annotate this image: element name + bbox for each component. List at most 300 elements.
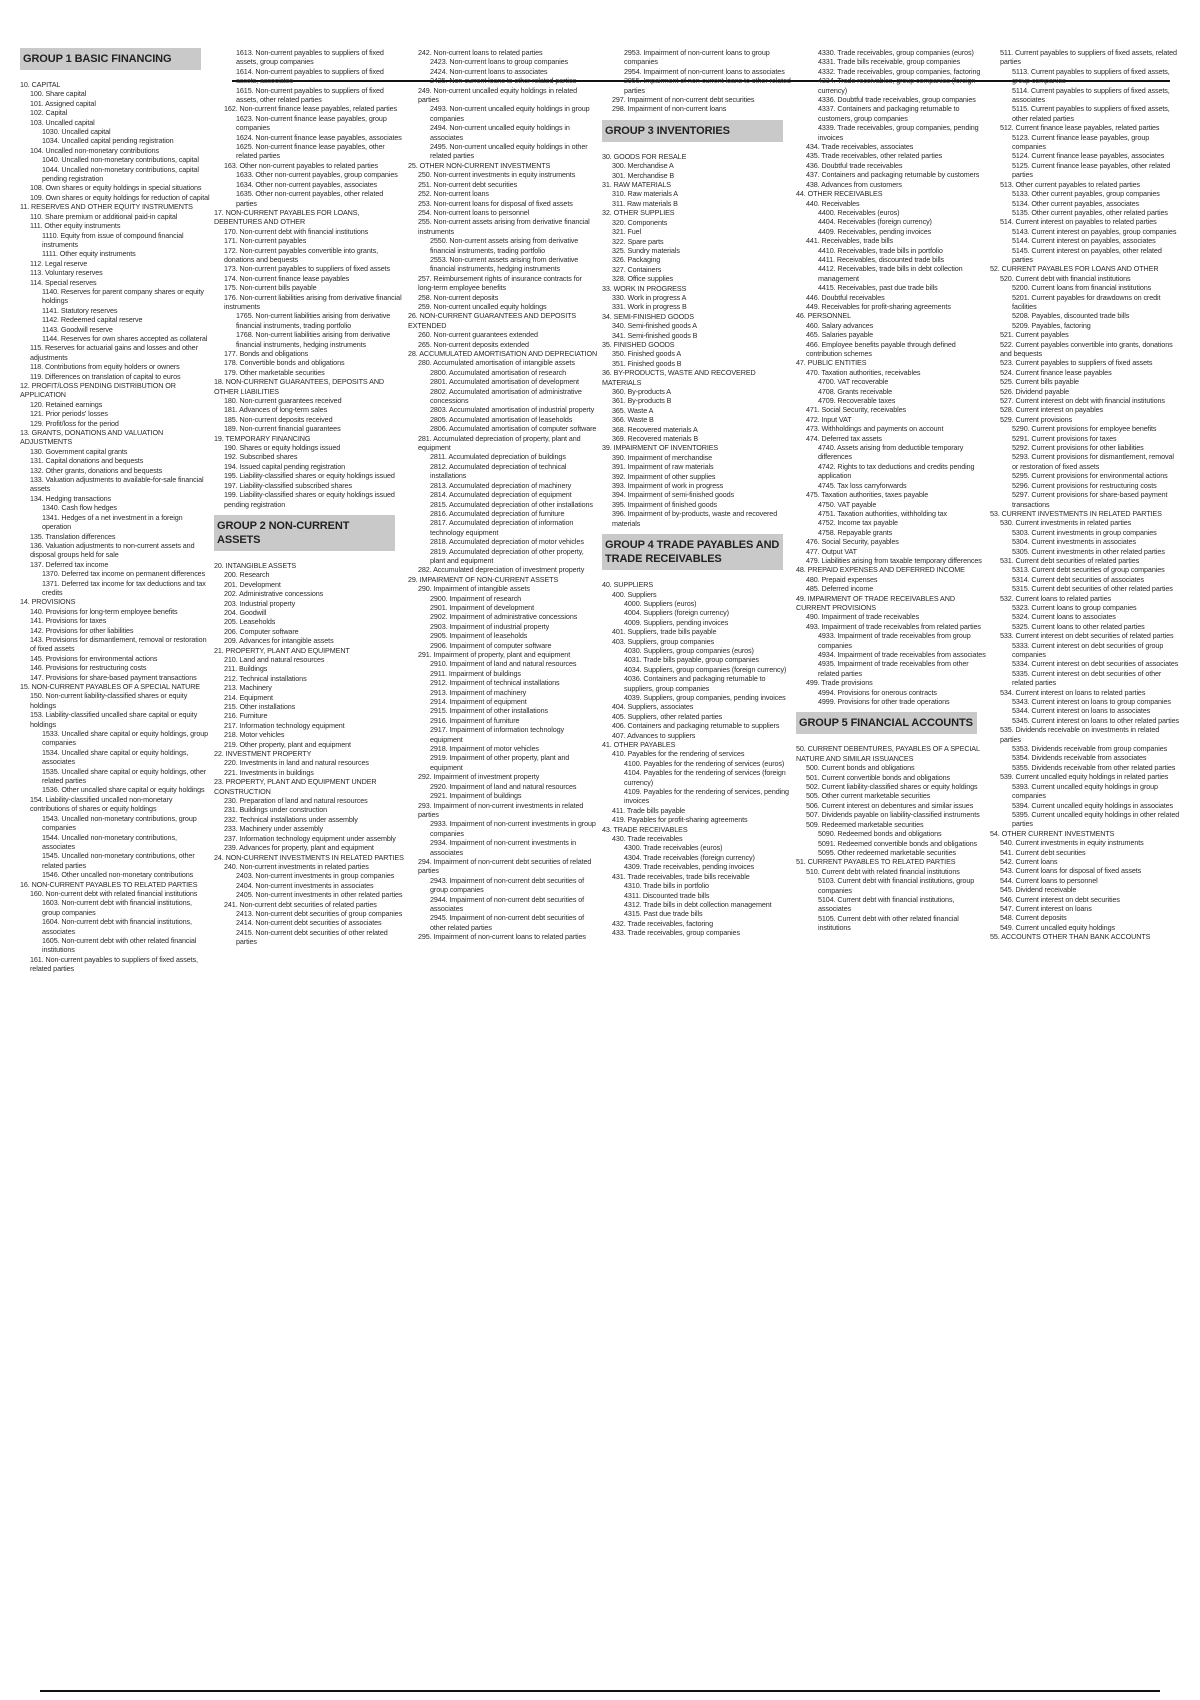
account-entry: 294. Impairment of non-current debt securities of related parties bbox=[418, 856, 592, 876]
account-entry: 529. Current provisions bbox=[1000, 414, 1073, 424]
account-entry: 5325. Current loans to other related parties bbox=[1012, 621, 1145, 631]
account-entry: 4708. Grants receivable bbox=[818, 386, 893, 396]
account-entry: 4031. Trade bills payable, group companies bbox=[624, 655, 759, 665]
account-entry: 2414. Non-current debt securities of associates bbox=[236, 918, 382, 928]
account-entry: 161. Non-current payables to suppliers of fixed assets, related parties bbox=[30, 954, 198, 974]
account-entry: 1535. Uncalled share capital or equity holdings, other related parties bbox=[42, 766, 207, 786]
account-entry: 403. Suppliers, group companies bbox=[612, 636, 714, 646]
account-entry: 197. Liability-classified subscribed shares bbox=[224, 480, 352, 490]
account-entry: 133. Valuation adjustments to available-for-sale financial assets bbox=[30, 475, 204, 494]
account-entry: 255. Non-current assets arising from derivative financial instruments bbox=[418, 217, 590, 236]
column-4 bbox=[602, 48, 792, 1658]
account-entry: 146. Provisions for restructuring costs bbox=[30, 663, 147, 673]
account-entry: 449. Receivables for profit-sharing agreements bbox=[806, 301, 951, 311]
account-entry: 5201. Current payables for drawdowns on credit facilities bbox=[1012, 292, 1161, 311]
account-entry: 1536. Other uncalled share capital or equity holdings bbox=[42, 785, 205, 795]
account-entry: 192. Subscribed shares bbox=[224, 452, 298, 462]
account-entry: 2415. Non-current debt securities of other related parties bbox=[236, 927, 388, 947]
account-entry: 500. Current bonds and obligations bbox=[806, 763, 915, 773]
account-entry: 528. Current interest on payables bbox=[1000, 405, 1103, 415]
account-entry: 328. Office supplies bbox=[612, 274, 673, 284]
account-entry: 472. Input VAT bbox=[806, 414, 852, 424]
account-entry: 5290. Current provisions for employee benefits bbox=[1012, 424, 1157, 434]
account-entry: 2915. Impairment of other installations bbox=[430, 706, 548, 716]
account-entry: 4999. Provisions for other trade operations bbox=[818, 697, 950, 707]
account-entry: 5090. Redeemed bonds and obligations bbox=[818, 829, 942, 839]
account-entry: 4334. Trade receivables, group companies (foreign currency) bbox=[818, 76, 976, 95]
account-entry: 368. Recovered materials A bbox=[612, 424, 698, 434]
account-entry: 214. Equipment bbox=[224, 692, 273, 702]
account-subgroup: 28. ACCUMULATED AMORTISATION AND DEPRECIATION bbox=[408, 349, 598, 358]
account-entry: 525. Current bills payable bbox=[1000, 377, 1079, 387]
account-entry: 2913. Impairment of machinery bbox=[430, 687, 527, 697]
account-entry: 203. Industrial property bbox=[224, 598, 296, 608]
account-entry: 2900. Impairment of research bbox=[430, 593, 522, 603]
account-subgroup: 19. TEMPORARY FINANCING bbox=[214, 433, 311, 443]
account-subgroup: 12. PROFIT/LOSS PENDING DISTRIBUTION OR APPLICATION bbox=[20, 381, 176, 400]
account-subgroup: 34. SEMI-FINISHED GOODS bbox=[602, 311, 694, 321]
account-entry: 242. Non-current loans to related parties bbox=[418, 48, 543, 57]
account-entry: 179. Other marketable securities bbox=[224, 367, 325, 377]
account-entry: 2817. Accumulated depreciation of information technology equipment bbox=[430, 518, 574, 537]
account-subgroup: 17. NON-CURRENT PAYABLES FOR LOANS, DEBENTURES AND OTHER bbox=[214, 207, 360, 227]
account-entry: 4331. Trade bills receivable, group companies bbox=[818, 57, 961, 67]
account-entry: 2816. Accumulated depreciation of furniture bbox=[430, 508, 565, 518]
account-entry: 5123. Current finance lease payables, group companies bbox=[1012, 132, 1150, 152]
account-entry: 1040. Uncalled non-monetary contributions, capital bbox=[42, 155, 199, 165]
account-entry: 218. Motor vehicles bbox=[224, 730, 285, 740]
account-entry: 5114. Current payables to suppliers of fixed assets, associates bbox=[1012, 85, 1170, 105]
account-entry: 2802. Accumulated amortisation of administrative concessions bbox=[430, 386, 582, 406]
account-entry: 291. Impairment of property, plant and equipment bbox=[418, 650, 571, 659]
account-entry: 2813. Accumulated depreciation of machinery bbox=[430, 480, 572, 490]
account-entry: 4933. Impairment of trade receivables from group companies bbox=[818, 631, 971, 650]
account-entry: 141. Provisions for taxes bbox=[30, 616, 107, 626]
account-entry: 5113. Current payables to suppliers of fixed assets, group companies bbox=[1012, 66, 1170, 86]
account-entry: 393. Impairment of work in progress bbox=[612, 481, 724, 491]
account-entry: 485. Deferred income bbox=[806, 584, 874, 594]
account-entry: 437. Containers and packaging returnable by customers bbox=[806, 170, 980, 180]
account-entry: 5125. Current finance lease payables, other related parties bbox=[1012, 160, 1171, 180]
account-entry: 509. Redeemed marketable securities bbox=[806, 819, 924, 829]
account-entry: 140. Provisions for long-term employee benefits bbox=[30, 606, 178, 616]
account-entry: 1543. Uncalled non-monetary contributions, group companies bbox=[42, 813, 197, 833]
account-subgroup: 21. PROPERTY, PLANT AND EQUIPMENT bbox=[214, 645, 350, 655]
account-entry: 1635. Other non-current payables, other related parties bbox=[236, 189, 384, 208]
account-entry: 113. Voluntary reserves bbox=[30, 268, 103, 278]
account-subgroup: 50. CURRENT DEBENTURES, PAYABLES OF A SPECIAL NATURE AND SIMILAR ISSUANCES bbox=[796, 744, 980, 763]
account-entry: 1371. Deferred tax income for tax deductions and tax credits bbox=[42, 578, 206, 597]
account-entry: 230. Preparation of land and natural resources bbox=[224, 796, 368, 806]
account-entry: 326. Packaging bbox=[612, 255, 661, 265]
account-entry: 1765. Non-current liabilities arising from derivative financial instruments, trading portfolio bbox=[236, 311, 391, 330]
account-entry: 4100. Payables for the rendering of services (euros) bbox=[624, 758, 785, 768]
account-entry: 5343. Current interest on loans to group companies bbox=[1012, 697, 1171, 707]
account-entry: 4404. Receivables (foreign currency) bbox=[818, 217, 932, 227]
account-entry: 110. Share premium or additional paid-in capital bbox=[30, 211, 178, 221]
account-entry: 1141. Statutory reserves bbox=[42, 305, 118, 315]
account-entry: 5144. Current interest on payables, associates bbox=[1012, 236, 1156, 246]
account-entry: 5134. Other current payables, associates bbox=[1012, 198, 1140, 208]
account-entry: 1624. Non-current finance lease payables, associates bbox=[236, 132, 402, 142]
account-entry: 549. Current uncalled equity holdings bbox=[1000, 922, 1115, 932]
account-entry: 301. Merchandise B bbox=[612, 170, 675, 180]
account-entry: 1614. Non-current payables to suppliers of fixed assets, associates bbox=[236, 66, 384, 86]
account-subgroup: 10. CAPITAL bbox=[20, 80, 61, 89]
account-entry: 1615. Non-current payables to suppliers of fixed assets, other related parties bbox=[236, 85, 384, 105]
account-entry: 150. Non-current liability-classified shares or equity holdings bbox=[30, 691, 188, 710]
account-entry: 435. Trade receivables, other related parties bbox=[806, 151, 943, 161]
account-entry: 350. Finished goods A bbox=[612, 349, 682, 359]
account-entry: 1030. Uncalled capital bbox=[42, 127, 111, 137]
account-entry: 4330. Trade receivables, group companies (euros) bbox=[818, 48, 974, 57]
account-entry: 4709. Recoverable taxes bbox=[818, 396, 896, 406]
group-heading: GROUP 1 BASIC FINANCING bbox=[20, 48, 201, 70]
account-entry: 1370. Deferred tax income on permanent differences bbox=[42, 569, 206, 579]
account-entry: 204. Goodwill bbox=[224, 607, 267, 617]
account-entry: 211. Buildings bbox=[224, 664, 268, 674]
account-entry: 396. Impairment of by-products, waste and recovered materials bbox=[612, 509, 778, 528]
account-entry: 153. Liability-classified uncalled share capital or equity holdings bbox=[30, 710, 198, 729]
account-entry: 4752. Income tax payable bbox=[818, 518, 898, 528]
account-entry: 4400. Receivables (euros) bbox=[818, 207, 900, 217]
account-entry: 401. Suppliers, trade bills payable bbox=[612, 627, 717, 637]
account-subgroup: 47. PUBLIC ENTITIES bbox=[796, 358, 867, 368]
account-entry: 2815. Accumulated depreciation of other installations bbox=[430, 499, 593, 509]
account-entry: 2425. Non-current loans to other related parties bbox=[430, 76, 577, 86]
account-entry: 108. Own shares or equity holdings in special situations bbox=[30, 183, 202, 193]
account-entry: 199. Liability-classified shares or equity holdings issued pending registration bbox=[224, 490, 395, 509]
account-entry: 185. Non-current deposits received bbox=[224, 414, 333, 424]
account-entry: 209. Advances for intangible assets bbox=[224, 636, 334, 646]
account-entry: 1111. Other equity instruments bbox=[42, 249, 136, 259]
account-entry: 5103. Current debt with financial institutions, group companies bbox=[818, 876, 975, 895]
account-entry: 292. Impairment of investment property bbox=[418, 772, 540, 782]
account-entry: 5314. Current debt securities of associates bbox=[1012, 574, 1144, 584]
account-entry: 205. Leaseholds bbox=[224, 617, 276, 627]
account-entry: 361. By-products B bbox=[612, 396, 672, 406]
account-entry: 543. Current loans for disposal of fixed assets bbox=[1000, 866, 1142, 876]
account-entry: 310. Raw materials A bbox=[612, 189, 678, 199]
account-entry: 369. Recovered materials B bbox=[612, 434, 699, 444]
account-entry: 202. Administrative concessions bbox=[224, 589, 324, 599]
account-entry: 121. Prior periods' losses bbox=[30, 409, 108, 419]
account-entry: 2919. Impairment of other property, plant and equipment bbox=[430, 753, 570, 772]
account-entry: 4742. Rights to tax deductions and credits pending application bbox=[818, 461, 975, 481]
account-entry: 330. Work in progress A bbox=[612, 292, 687, 302]
account-entry: 405. Suppliers, other related parties bbox=[612, 711, 723, 721]
account-entry: 465. Salaries payable bbox=[806, 330, 874, 340]
account-entry: 341. Semi-finished goods B bbox=[612, 330, 698, 340]
account-entry: 4009. Suppliers, pending invoices bbox=[624, 617, 729, 627]
account-subgroup: 11. RESERVES AND OTHER EQUITY INSTRUMENTS bbox=[20, 202, 193, 212]
account-entry: 466. Employee benefits payable through defined contribution schemes bbox=[806, 339, 956, 358]
account-entry: 404. Suppliers, associates bbox=[612, 702, 694, 712]
account-entry: 5133. Other current payables, group companies bbox=[1012, 189, 1160, 199]
account-entry: 2423. Non-current loans to group companies bbox=[430, 57, 569, 67]
account-entry: 280. Accumulated amortisation of intangible assets bbox=[418, 358, 575, 368]
account-entry: 430. Trade receivables bbox=[612, 834, 683, 844]
account-entry: 4411. Receivables, discounted trade bills bbox=[818, 254, 945, 264]
account-entry: 4339. Trade receivables, group companies, pending invoices bbox=[818, 123, 979, 142]
account-entry: 1110. Equity from issue of compound financial instruments bbox=[42, 230, 184, 249]
account-entry: 252. Non-current loans bbox=[418, 189, 489, 199]
account-subgroup: 14. PROVISIONS bbox=[20, 597, 76, 607]
account-entry: 4336. Doubtful trade receivables, group companies bbox=[818, 95, 976, 105]
account-entry: 4410. Receivables, trade bills in portfolio bbox=[818, 245, 943, 255]
account-entry: 2955. Impairment of non-current loans to other related parties bbox=[624, 76, 791, 95]
account-entry: 114. Special reserves bbox=[30, 277, 97, 287]
account-subgroup: 33. WORK IN PROGRESS bbox=[602, 283, 687, 293]
account-entry: 175. Non-current bills payable bbox=[224, 283, 317, 293]
account-subgroup: 35. FINISHED GOODS bbox=[602, 339, 675, 349]
account-entry: 4034. Suppliers, group companies (foreign currency) bbox=[624, 664, 787, 674]
account-entry: 511. Current payables to suppliers of fixed assets, related parties bbox=[1000, 48, 1177, 67]
account-entry: 134. Hedging transactions bbox=[30, 493, 112, 503]
account-entry: 233. Machinery under assembly bbox=[224, 824, 323, 834]
account-entry: 490. Impairment of trade receivables bbox=[806, 612, 920, 622]
account-entry: 5304. Current investments in associates bbox=[1012, 537, 1136, 547]
account-entry: 195. Liability-classified shares or equity holdings issued bbox=[224, 471, 395, 481]
group-heading: GROUP 2 NON-CURRENT ASSETS bbox=[214, 515, 395, 551]
account-entry: 351. Finished goods B bbox=[612, 358, 682, 368]
account-entry: 145. Provisions for environmental actions bbox=[30, 653, 158, 663]
account-entry: 1605. Non-current debt with other related financial institutions bbox=[42, 935, 197, 955]
account-entry: 2933. Impairment of non-current investments in group companies bbox=[430, 819, 596, 838]
account-entry: 2912. Impairment of technical installations bbox=[430, 678, 560, 688]
account-entry: 210. Land and natural resources bbox=[224, 654, 325, 664]
account-entry: 154. Liability-classified uncalled non-monetary contributions of shares or equity holdings bbox=[30, 794, 173, 814]
account-entry: 394. Impairment of semi-finished goods bbox=[612, 490, 735, 500]
account-entry: 360. By-products A bbox=[612, 387, 671, 396]
account-entry: 2814. Accumulated depreciation of equipment bbox=[430, 490, 572, 500]
account-entry: 120. Retained earnings bbox=[30, 399, 103, 409]
account-entry: 411. Trade bills payable bbox=[612, 805, 685, 815]
account-entry: 1613. Non-current payables to suppliers of fixed assets, group companies bbox=[236, 48, 384, 67]
account-entry: 4994. Provisions for onerous contracts bbox=[818, 687, 937, 697]
account-entry: 4312. Trade bills in debt collection management bbox=[624, 899, 772, 909]
account-subgroup: 52. CURRENT PAYABLES FOR LOANS AND OTHER bbox=[990, 264, 1159, 274]
account-entry: 112. Legal reserve bbox=[30, 258, 88, 268]
account-entry: 471. Social Security, receivables bbox=[806, 405, 907, 415]
account-entry: 2945. Impairment of non-current debt securities of other related parties bbox=[430, 913, 585, 932]
account-subgroup: 55. ACCOUNTS OTHER THAN BANK ACCOUNTS bbox=[990, 932, 1151, 942]
account-entry: 390. Impairment of merchandise bbox=[612, 452, 713, 462]
account-entry: 392. Impairment of other supplies bbox=[612, 471, 716, 481]
account-entry: 241. Non-current debt securities of related parties bbox=[224, 899, 377, 909]
account-entry: 4934. Impairment of trade receivables from associates bbox=[818, 650, 986, 659]
account-entry: 172. Non-current payables convertible into grants, donations and bequests bbox=[224, 245, 379, 264]
account-entry: 5353. Dividends receivable from group companies bbox=[1012, 744, 1168, 754]
account-entry: 4104. Payables for the rendering of services (foreign currency) bbox=[624, 768, 786, 787]
account-entry: 532. Current loans to related parties bbox=[1000, 593, 1111, 603]
account-entry: 431. Trade receivables, trade bills receivable bbox=[612, 871, 750, 881]
account-entry: 220. Investments in land and natural resources bbox=[224, 758, 369, 768]
account-entry: 5394. Current uncalled equity holdings in associates bbox=[1012, 800, 1174, 810]
account-entry: 391. Impairment of raw materials bbox=[612, 462, 714, 472]
account-entry: 178. Convertible bonds and obligations bbox=[224, 358, 345, 368]
account-entry: 101. Assigned capital bbox=[30, 98, 96, 108]
account-entry: 5305. Current investments in other related parties bbox=[1012, 546, 1165, 556]
account-entry: 298. Impairment of non-current loans bbox=[612, 104, 727, 114]
account-entry: 2819. Accumulated depreciation of other property, plant and equipment bbox=[430, 546, 584, 565]
account-subgroup: 53. CURRENT INVESTMENTS IN RELATED PARTIES bbox=[990, 508, 1162, 518]
account-entry: 104. Uncalled non-monetary contributions bbox=[30, 145, 160, 155]
account-entry: 118. Contributions from equity holders or owners bbox=[30, 362, 180, 372]
account-entry: 1634. Other non-current payables, associates bbox=[236, 179, 378, 189]
account-entry: 5105. Current debt with other related financial institutions bbox=[818, 913, 959, 933]
group-heading: GROUP 5 FINANCIAL ACCOUNTS bbox=[796, 712, 977, 734]
account-entry: 5345. Current interest on loans to other related parties bbox=[1012, 715, 1180, 725]
account-entry: 5313. Current debt securities of group companies bbox=[1012, 565, 1165, 575]
account-subgroup: 46. PERSONNEL bbox=[796, 311, 852, 321]
account-entry: 2944. Impairment of non-current debt securities of associates bbox=[430, 894, 585, 913]
account-entry: 2413. Non-current debt securities of group companies bbox=[236, 908, 403, 918]
account-entry: 253. Non-current loans for disposal of fixed assets bbox=[418, 198, 573, 208]
account-entry: 2800. Accumulated amortisation of research bbox=[430, 367, 567, 377]
account-entry: 4700. VAT recoverable bbox=[818, 377, 889, 387]
account-subgroup: 31. RAW MATERIALS bbox=[602, 180, 671, 190]
account-entry: 297. Impairment of non-current debt securities bbox=[612, 95, 755, 105]
account-entry: 5335. Current interest on debt securities of other related parties bbox=[1012, 668, 1162, 688]
account-entry: 231. Buildings under construction bbox=[224, 805, 327, 815]
account-entry: 1144. Reserves for own shares accepted as collateral bbox=[42, 333, 208, 343]
account-entry: 1625. Non-current finance lease payables, other related parties bbox=[236, 142, 385, 161]
account-entry: 4000. Suppliers (euros) bbox=[624, 598, 697, 608]
account-entry: 4337. Containers and packaging returnable to customers, group companies bbox=[818, 104, 960, 123]
account-entry: 5324. Current loans to associates bbox=[1012, 612, 1116, 622]
account-entry: 2953. Impairment of non-current loans to group companies bbox=[624, 48, 770, 67]
account-entry: 510. Current debt with related financial institutions bbox=[806, 866, 960, 876]
account-entry: 2906. Impairment of computer software bbox=[430, 640, 552, 650]
account-entry: 531. Current debt securities of related parties bbox=[1000, 555, 1140, 565]
account-entry: 4758. Repayable grants bbox=[818, 527, 893, 537]
account-entry: 407. Advances to suppliers bbox=[612, 730, 696, 740]
account-entry: 311. Raw materials B bbox=[612, 198, 678, 208]
column-3 bbox=[408, 48, 598, 1658]
account-entry: 322. Spare parts bbox=[612, 236, 664, 246]
account-entry: 501. Current convertible bonds and obligations bbox=[806, 772, 951, 782]
account-entry: 237. Information technology equipment under assembly bbox=[224, 833, 396, 843]
account-entry: 513. Other current payables to related parties bbox=[1000, 179, 1141, 189]
account-entry: 540. Current investments in equity instruments bbox=[1000, 838, 1144, 848]
account-entry: 2404. Non-current investments in associates bbox=[236, 880, 374, 890]
account-entry: 547. Current interest on loans bbox=[1000, 903, 1092, 913]
account-entry: 4750. VAT payable bbox=[818, 499, 877, 509]
account-entry: 180. Non-current guarantees received bbox=[224, 396, 342, 406]
account-entry: 2917. Impairment of information technology equipment bbox=[430, 725, 565, 744]
group-heading: GROUP 4 TRADE PAYABLES AND TRADE RECEIVABLES bbox=[602, 534, 783, 570]
account-entry: 147. Provisions for share-based payment transactions bbox=[30, 672, 197, 682]
account-entry: 320. Components bbox=[612, 217, 668, 227]
account-entry: 522. Current payables convertible into grants, donations and bequests bbox=[1000, 339, 1173, 358]
account-entry: 4740. Assets arising from deductible temporary differences bbox=[818, 443, 964, 462]
account-entry: 260. Non-current guarantees extended bbox=[418, 330, 538, 340]
account-entry: 5303. Current investments in group companies bbox=[1012, 527, 1157, 537]
account-entry: 163. Other non-current payables to related parties bbox=[224, 160, 379, 170]
account-entry: 1603. Non-current debt with financial institutions, group companies bbox=[42, 898, 192, 917]
account-entry: 539. Current uncalled equity holdings in related parties bbox=[1000, 772, 1169, 782]
account-entry: 4412. Receivables, trade bills in debt collection management bbox=[818, 264, 963, 283]
account-entry: 290. Impairment of intangible assets bbox=[418, 584, 530, 594]
account-entry: 1340. Cash flow hedges bbox=[42, 503, 117, 513]
account-entry: 2801. Accumulated amortisation of development bbox=[430, 377, 579, 387]
account-entry: 2493. Non-current uncalled equity holdings in group companies bbox=[430, 104, 590, 123]
account-entry: 1140. Reserves for parent company shares or equity holdings bbox=[42, 286, 204, 306]
account-entry: 2806. Accumulated amortisation of computer software bbox=[430, 424, 597, 434]
account-entry: 250. Non-current investments in equity instruments bbox=[418, 170, 576, 180]
account-entry: 5104. Current debt with financial institutions, associates bbox=[818, 894, 955, 914]
account-entry: 219. Other property, plant and equipment bbox=[224, 739, 351, 749]
account-entry: 2550. Non-current assets arising from derivative financial instruments, trading portfolio bbox=[430, 236, 579, 255]
account-entry: 4030. Suppliers, group companies (euros) bbox=[624, 645, 754, 655]
account-entry: 4745. Tax loss carryforwards bbox=[818, 480, 907, 490]
account-entry: 395. Impairment of finished goods bbox=[612, 499, 717, 509]
account-subgroup: 22. INVESTMENT PROPERTY bbox=[214, 749, 312, 759]
account-entry: 201. Development bbox=[224, 579, 281, 589]
account-entry: 281. Accumulated depreciation of property, plant and equipment bbox=[418, 433, 581, 453]
account-entry: 502. Current liability-classified shares or equity holdings bbox=[806, 782, 978, 792]
account-entry: 340. Semi-finished goods A bbox=[612, 321, 697, 331]
account-subgroup: 43. TRADE RECEIVABLES bbox=[602, 824, 688, 834]
account-entry: 5355. Dividends receivable from other related parties bbox=[1012, 762, 1176, 772]
account-entry: 2811. Accumulated depreciation of buildings bbox=[430, 452, 566, 462]
account-entry: 194. Issued capital pending registration bbox=[224, 461, 346, 471]
account-entry: 548. Current deposits bbox=[1000, 913, 1067, 923]
account-entry: 470. Taxation authorities, receivables bbox=[806, 367, 921, 377]
account-entry: 142. Provisions for other liabilities bbox=[30, 625, 134, 635]
account-entry: 476. Social Security, payables bbox=[806, 537, 899, 547]
account-subgroup: 24. NON-CURRENT INVESTMENTS IN RELATED PARTIES bbox=[214, 852, 404, 862]
account-entry: 102. Capital bbox=[30, 108, 68, 118]
account-entry: 213. Machinery bbox=[224, 683, 272, 693]
account-entry: 254. Non-current loans to personnel bbox=[418, 207, 530, 217]
account-entry: 162. Non-current finance lease payables, related parties bbox=[224, 104, 397, 114]
account-entry: 2916. Impairment of furniture bbox=[430, 715, 520, 725]
account-entry: 327. Containers bbox=[612, 264, 662, 274]
account-entry: 546. Current interest on debt securities bbox=[1000, 894, 1120, 904]
account-entry: 523. Current payables to suppliers of fixed assets bbox=[1000, 358, 1153, 368]
account-entry: 321. Fuel bbox=[612, 227, 642, 237]
account-entry: 258. Non-current deposits bbox=[418, 292, 499, 302]
account-entry: 2403. Non-current investments in group companies bbox=[236, 871, 395, 881]
account-entry: 2818. Accumulated depreciation of motor vehicles bbox=[430, 537, 584, 547]
account-entry: 433. Trade receivables, group companies bbox=[612, 928, 740, 938]
account-entry: 1604. Non-current debt with financial institutions, associates bbox=[42, 917, 192, 936]
bottom-divider-line bbox=[40, 1690, 1160, 1692]
account-entry: 206. Computer software bbox=[224, 626, 299, 636]
account-entry: 2812. Accumulated depreciation of technical installations bbox=[430, 461, 567, 481]
account-entry: 143. Provisions for dismantlement, removal or restoration of fixed assets bbox=[30, 634, 207, 654]
account-entry: 1142. Redeemed capital reserve bbox=[42, 315, 143, 325]
account-entry: 119. Differences on translation of capital to euros bbox=[30, 371, 181, 381]
account-entry: 4935. Impairment of trade receivables from other related parties bbox=[818, 659, 969, 678]
account-subgroup: 54. OTHER CURRENT INVESTMENTS bbox=[990, 828, 1115, 838]
account-entry: 259. Non-current uncalled equity holdings bbox=[418, 301, 547, 311]
account-entry: 249. Non-current uncalled equity holdings in related parties bbox=[418, 85, 578, 105]
account-entry: 1044. Uncalled non-monetary contributions, capital pending registration bbox=[42, 164, 199, 184]
account-entry: 2905. Impairment of leaseholds bbox=[430, 631, 528, 641]
account-subgroup: 23. PROPERTY, PLANT AND EQUIPMENT UNDER CONSTRUCTION bbox=[214, 777, 377, 796]
account-entry: 1341. Hedges of a net investment in a foreign operation bbox=[42, 512, 183, 532]
account-entry: 493. Impairment of trade receivables from related parties bbox=[806, 621, 981, 631]
account-entry: 460. Salary advances bbox=[806, 320, 874, 330]
account-entry: 406. Containers and packaging returnable to suppliers bbox=[612, 721, 780, 731]
account-entry: 4409. Receivables, pending invoices bbox=[818, 226, 932, 236]
account-entry: 527. Current interest on debt with financial institutions bbox=[1000, 396, 1165, 406]
account-subgroup: 26. NON-CURRENT GUARANTEES AND DEPOSITS EXTENDED bbox=[408, 311, 577, 330]
account-entry: 2918. Impairment of motor vehicles bbox=[430, 744, 539, 754]
